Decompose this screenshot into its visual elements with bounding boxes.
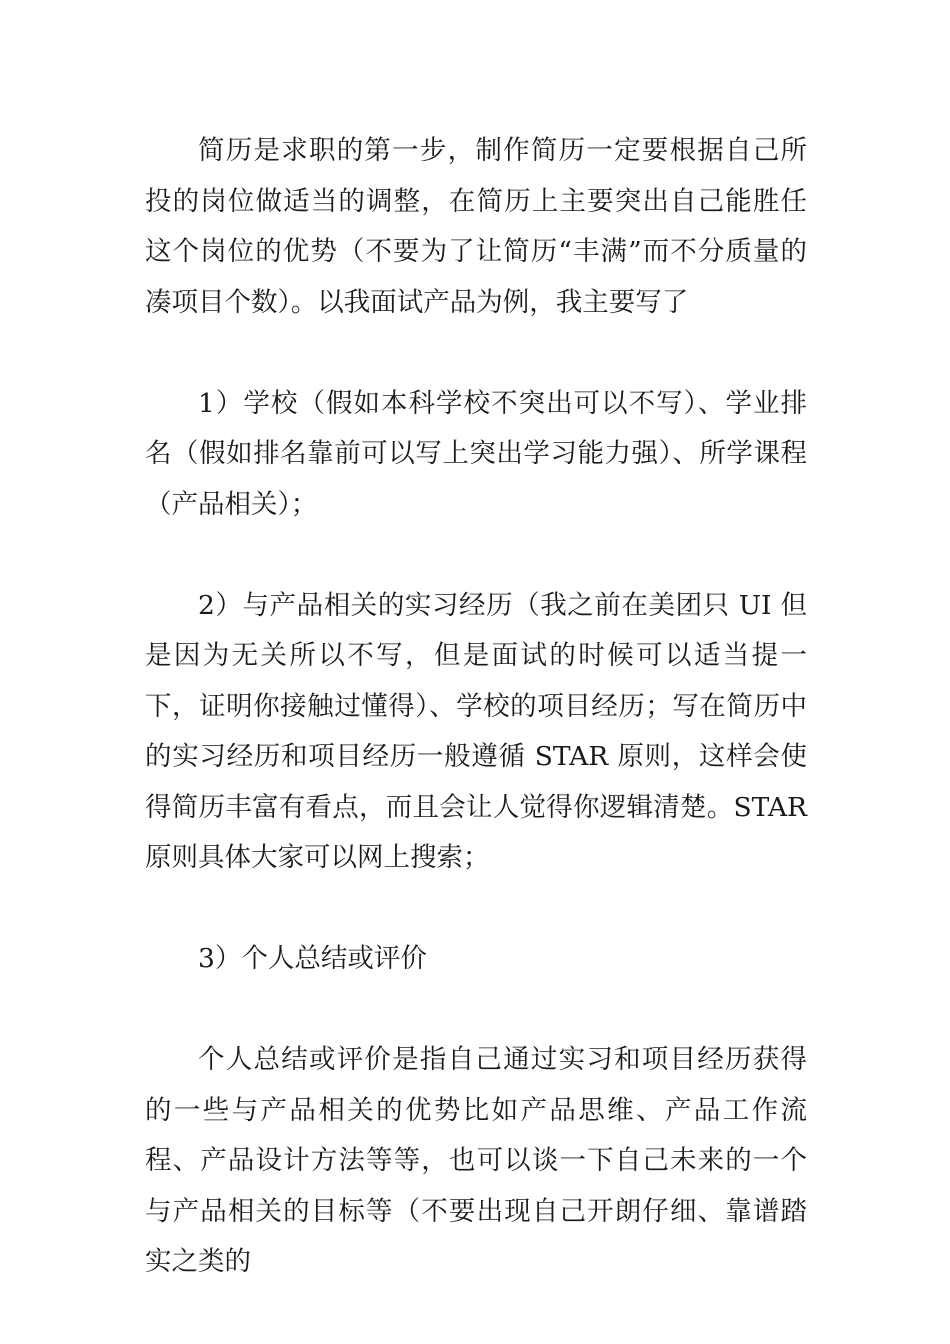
- paragraph-item-3: 3）个人总结或评价: [198, 943, 427, 974]
- document-body: [145, 126, 807, 1288]
- paragraph-item-2: 2）与产品相关的实习经历（我之前在美团只 UI 但是因为无关所以不写，但是面试的时候可以适当提一下，证明你接触过懂得）、学校的项目经历；写在简历中的实习经历和项目经历一般遵循 STAR 原则，这样会使得简历丰富有看点，而且会让人觉得你逻辑清楚。STAR 原则具体大家可以网上搜索；: [145, 589, 807, 873]
- paragraph-summary: 个人总结或评价是指自己通过实习和项目经历获得的一些与产品相关的优势比如产品思维、产品工作流程、产品设计方法等等，也可以谈一下自己未来的一个与产品相关的目标等（不要出现自己开朗仔细、靠谱踏实之类的: [145, 1044, 807, 1277]
- paragraph-intro: 简历是求职的第一步，制作简历一定要根据自己所投的岗位做适当的调整，在简历上主要突出自己能胜任这个岗位的优势（不要为了让简历“丰满”而不分质量的凑项目个数）。以我面试产品为例，我主要写了: [145, 135, 807, 318]
- paragraph-item-1: 1）学校（假如本科学校不突出可以不写）、学业排名（假如排名靠前可以写上突出学习能力强）、所学课程（产品相关）；: [145, 387, 807, 520]
